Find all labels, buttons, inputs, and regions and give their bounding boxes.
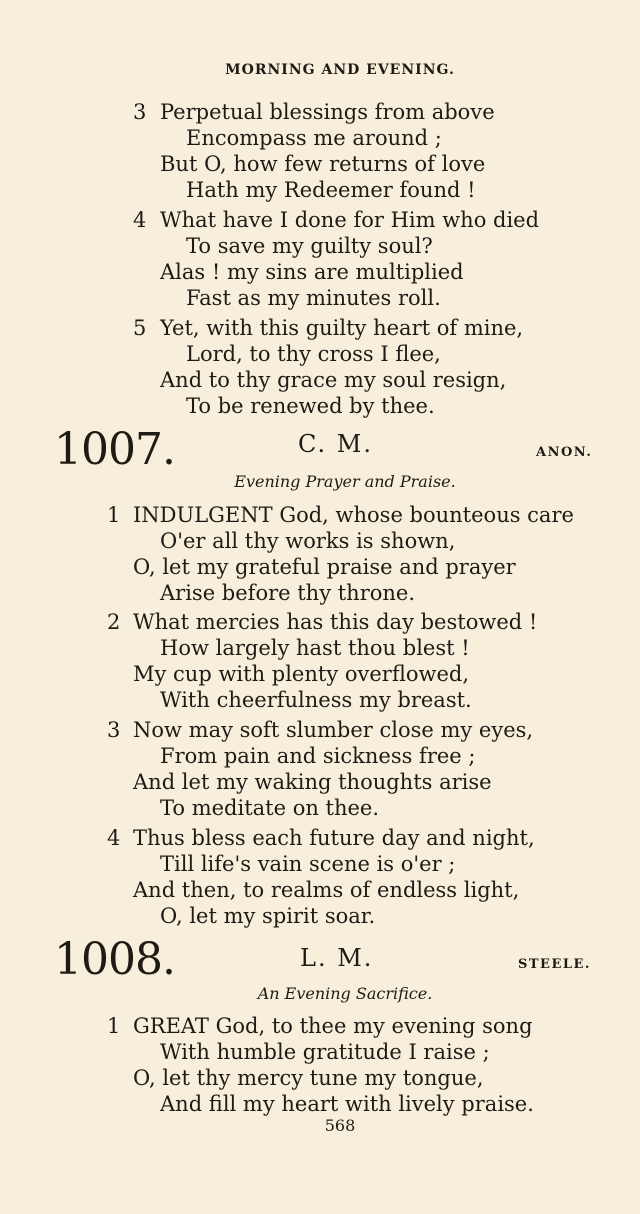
hymn-author: ANON. <box>536 445 593 460</box>
stanza-number: 2 <box>107 610 121 634</box>
verse-line: My cup with plenty overflowed, <box>133 662 470 686</box>
stanza-number: 4 <box>133 208 147 232</box>
hymn-title: An Evening Sacrifice. <box>257 984 433 1003</box>
verse-line: INDULGENT God, whose bounteous care <box>133 503 574 527</box>
stanza-number: 1 <box>107 1014 121 1038</box>
verse-line: O, let my grateful praise and prayer <box>133 555 516 579</box>
verse-line: What have I done for Him who died <box>160 208 540 232</box>
hymn-number: 1008. <box>54 934 175 985</box>
verse-line: O, let thy mercy tune my tongue, <box>133 1066 484 1090</box>
verse-line: Till life's vain scene is o'er ; <box>160 852 456 876</box>
verse-line: What mercies has this day bestowed ! <box>133 610 538 634</box>
verse-line: With cheerfulness my breast. <box>160 688 472 712</box>
verse-line: Encompass me around ; <box>186 126 442 150</box>
verse-line: Now may soft slumber close my eyes, <box>133 718 534 742</box>
verse-line: And fill my heart with lively praise. <box>160 1092 534 1116</box>
verse-line: Alas ! my sins are multiplied <box>160 260 464 284</box>
page-number: 568 <box>324 1116 356 1135</box>
verse-line: And to thy grace my soul resign, <box>160 368 507 392</box>
verse-line: Perpetual blessings from above <box>160 100 495 124</box>
verse-line: With humble gratitude I raise ; <box>160 1040 490 1064</box>
stanza-number: 4 <box>107 826 121 850</box>
verse-line: To meditate on thee. <box>160 796 380 820</box>
verse-line: Yet, with this guilty heart of mine, <box>160 316 524 340</box>
verse-line: To save my guilty soul? <box>186 234 433 258</box>
hymn-meter: C. M. <box>298 430 373 458</box>
hymn-number: 1007. <box>54 424 175 475</box>
hymn-author: STEELE. <box>518 957 591 972</box>
verse-line: And then, to realms of endless light, <box>133 878 520 902</box>
running-head: MORNING AND EVENING. <box>225 62 455 78</box>
verse-line: From pain and sickness free ; <box>160 744 476 768</box>
verse-line: Fast as my minutes roll. <box>186 286 441 310</box>
verse-line: O, let my spirit soar. <box>160 904 376 928</box>
stanza-number: 5 <box>133 316 147 340</box>
verse-line: Thus bless each future day and night, <box>133 826 535 850</box>
verse-line: Hath my Redeemer found ! <box>186 178 476 202</box>
verse-line: O'er all thy works is shown, <box>160 529 456 553</box>
verse-line: Arise before thy throne. <box>160 581 416 605</box>
verse-line: But O, how few returns of love <box>160 152 486 176</box>
verse-line: Lord, to thy cross I flee, <box>186 342 441 366</box>
hymn-title: Evening Prayer and Praise. <box>234 472 456 491</box>
stanza-number: 3 <box>133 100 147 124</box>
verse-line: GREAT God, to thee my evening song <box>133 1014 533 1038</box>
stanza-number: 1 <box>107 503 121 527</box>
verse-line: How largely hast thou blest ! <box>160 636 470 660</box>
stanza-number: 3 <box>107 718 121 742</box>
verse-line: To be renewed by thee. <box>186 394 435 418</box>
verse-line: And let my waking thoughts arise <box>133 770 492 794</box>
hymn-meter: L. M. <box>300 944 374 972</box>
